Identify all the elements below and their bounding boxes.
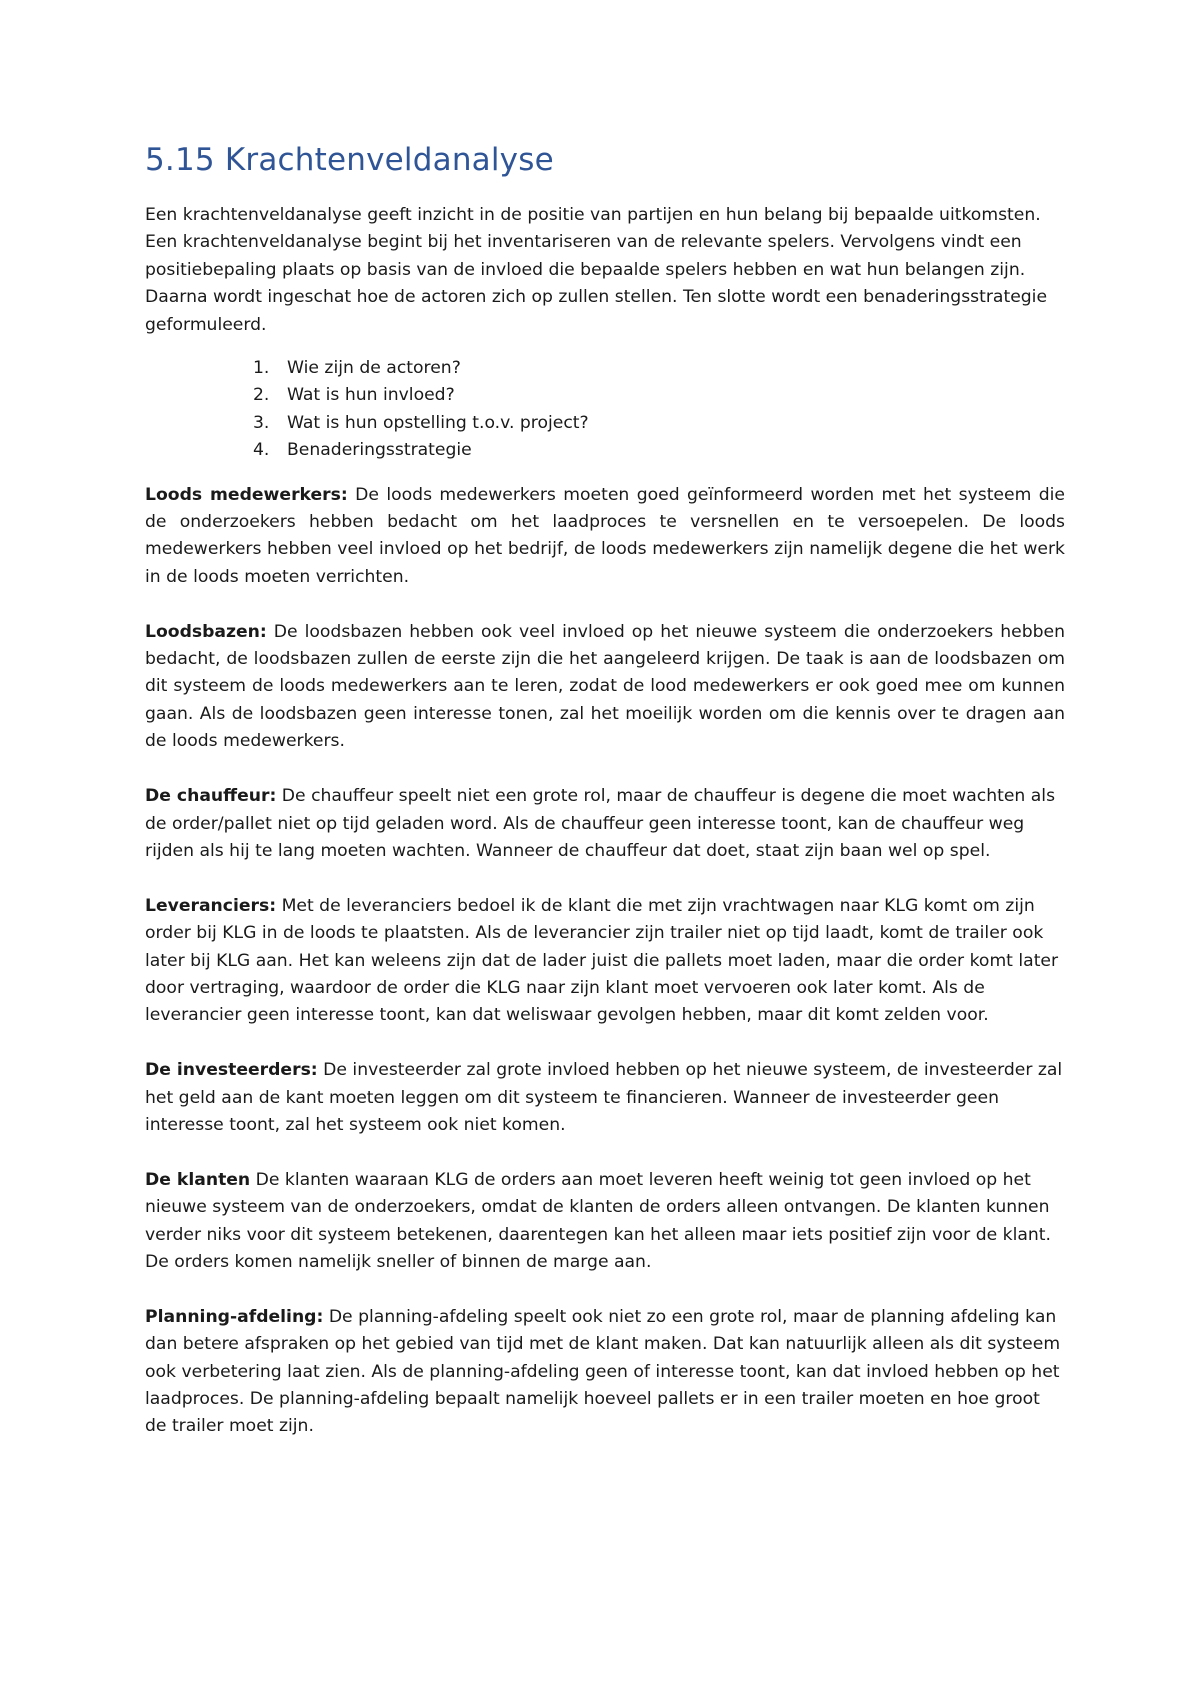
section-heading: 5.15 Krachtenveldanalyse [145, 142, 554, 178]
section-text: De loodsbazen hebben ook veel invloed op het nieuwe systeem die onderzoekers hebben bedacht, de loodsbazen zullen de eerste zijn die het aangeleerd krijgen. De taak is aan de loodsbazen om dit systeem de loods medewerkers aan te leren, zodat de lood medewerkers er ook goed mee om kunnen gaan. Als de loodsbazen geen interesse tonen, zal het moeilijk worden om die kennis over te dragen aan de loods medewerkers. [145, 621, 1065, 752]
section-text: De investeerder zal grote invloed hebben op het nieuwe systeem, de investeerder zal het geld aan de kant moeten leggen om dit systeem te financieren. Wanneer de investeerder geen interesse toont, zal het systeem ook niet komen. [145, 1060, 1063, 1135]
section-text: De loods medewerkers moeten goed geïnformeerd worden met het systeem die de onderzoekers hebben bedacht om het laadproces te versnellen en te versoepelen. De loods medewerkers hebben veel invloed op het bedrijf, de loods medewerkers zijn namelijk degene die het werk in de loods moeten verrichten. [145, 484, 1065, 587]
section-text: Met de leveranciers bedoel ik de klant die met zijn vrachtwagen naar KLG komt om zijn order bij KLG in de loods te plaatsten. Als de leverancier zijn trailer niet op tijd laadt, komt de trailer ook later bij KLG aan. Het kan weleens zijn dat de lader juist die pallets moet laden, maar die order komt later door vertraging, waardoor de order die KLG naar zijn klant moet vervoeren ook later komt. Als de leverancier geen interesse toont, kan dat weliswaar gevolgen hebben, maar dit komt zelden voor. [145, 895, 1059, 1026]
list-text: Wie zijn de actoren? [287, 358, 461, 379]
list-text: Wat is hun opstelling t.o.v. project? [287, 412, 589, 433]
list-item [253, 355, 1065, 382]
section-klanten [145, 1167, 1065, 1277]
section-text: De planning-afdeling speelt ook niet zo een grote rol, maar de planning afdeling kan dan betere afspraken op het gebied van tijd met de klant maken. Dat kan natuurlijk alleen als dit systeem ook verbetering laat zien. Als de planning-afdeling geen of interesse toont, kan dat invloed hebben op het laadproces. De planning-afdeling bepaalt namelijk hoeveel pallets er in een trailer moeten en hoe groot de trailer moet zijn. [145, 1306, 1061, 1437]
section-text: De chauffeur speelt niet een grote rol, maar de chauffeur is degene die moet wachten als de order/pallet niet op tijd geladen word. Als de chauffeur geen interesse toont, kan de chauffeur weg rijden als hij te lang moeten wachten. Wanneer de chauffeur dat doet, staat zijn baan wel op spel. [145, 786, 1056, 861]
section-loods-medewerkers [145, 482, 1065, 592]
section-label: Planning-afdeling: [145, 1306, 324, 1327]
list-number: 3. [253, 412, 270, 433]
intro-paragraph: Een krachtenveldanalyse geeft inzicht in de positie van partijen en hun belang bij bepaalde uitkomsten. Een krachtenveldanalyse begint bij het inventariseren van de relevante spelers. Vervolgens vindt een positiebepaling plaats op basis van de invloed die bepaalde spelers hebben en wat hun belangen zijn. Daarna wordt ingeschat hoe de actoren zich op zullen stellen. Ten slotte wordt een benaderingsstrategie geformuleerd. [145, 205, 1048, 335]
section-loodsbazen [145, 619, 1065, 756]
list-number: 2. [253, 385, 270, 406]
list-number: 4. [253, 440, 270, 461]
list-item [253, 382, 1065, 409]
section-label: Leveranciers: [145, 895, 277, 916]
section-label: Loods medewerkers: [145, 484, 348, 505]
section-leveranciers [145, 893, 1065, 1030]
section-label: De klanten [145, 1169, 251, 1190]
section-label: De investeerders: [145, 1060, 318, 1081]
section-investeerders [145, 1057, 1065, 1139]
document-page [145, 140, 1065, 1468]
list-item [253, 437, 1065, 464]
section-planning-afdeling [145, 1304, 1065, 1441]
list-text: Benaderingsstrategie [287, 440, 472, 461]
section-label: Loodsbazen: [145, 621, 267, 642]
list-text: Wat is hun invloed? [287, 385, 455, 406]
list-number: 1. [253, 358, 270, 379]
section-label: De chauffeur: [145, 786, 277, 807]
section-chauffeur [145, 783, 1065, 865]
section-text: De klanten waaraan KLG de orders aan moet leveren heeft weinig tot geen invloed op het nieuwe systeem van de onderzoekers, omdat de klanten de orders alleen ontvangen. De klanten kunnen verder niks voor dit systeem betekenen, daarentegen kan het alleen maar iets positief zijn voor de klant. De orders komen namelijk sneller of binnen de marge aan. [145, 1169, 1052, 1272]
question-list [145, 355, 1065, 465]
list-item [253, 410, 1065, 437]
